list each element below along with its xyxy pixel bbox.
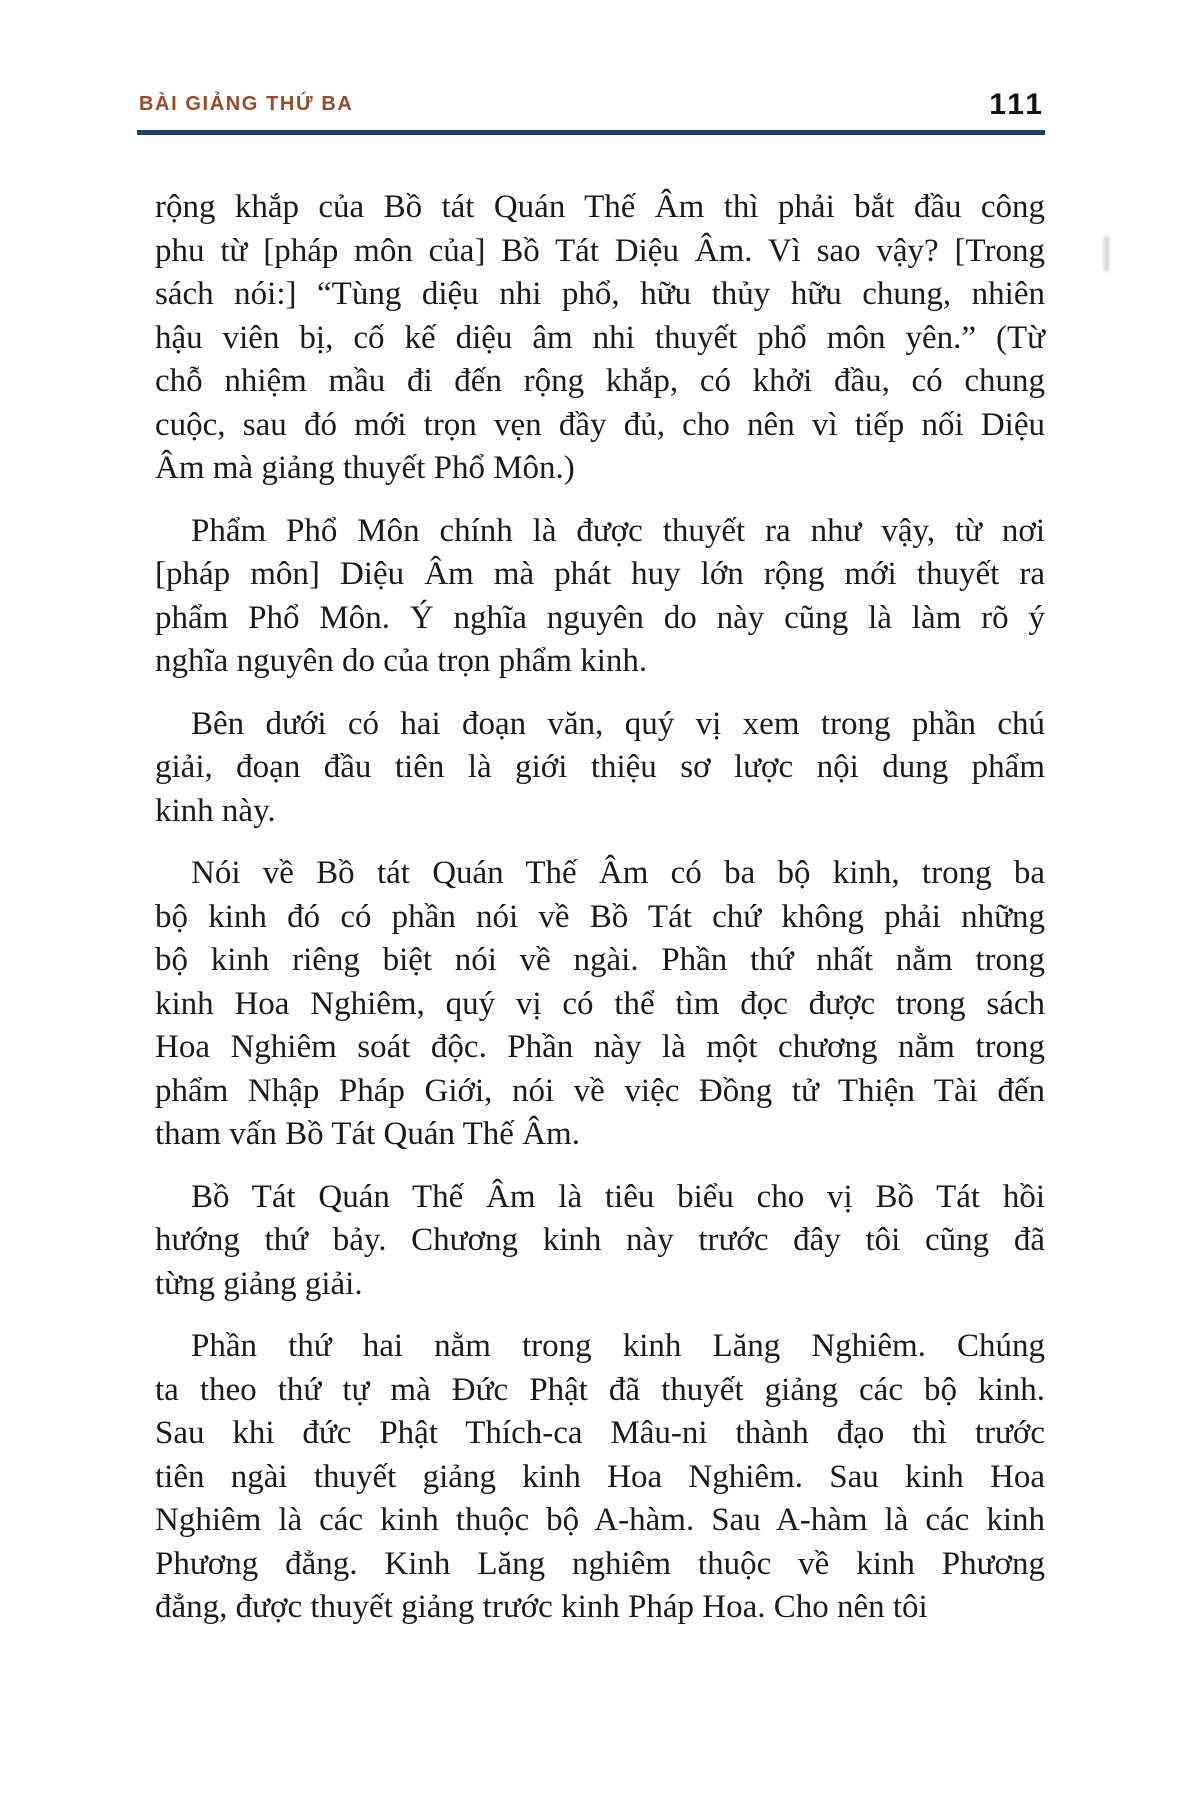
text-line: Bồ Tát Quán Thế Âm là tiêu biểu cho vị Bồ Tát hồi <box>191 1178 1045 1215</box>
text-line: bộ kinh riêng biệt nói về ngài. Phần thứ nhất nằm trong <box>155 942 1045 978</box>
text-line: Hoa Nghiêm soát độc. Phần này là một chương nằm trong <box>155 1029 1045 1065</box>
text-line: Phẩm Phổ Môn chính là được thuyết ra như vậy, từ nơi <box>191 512 1045 549</box>
text-line: [pháp môn] Diệu Âm mà phát huy lớn rộng mới thuyết ra <box>155 556 1045 592</box>
text-line: Bên dưới có hai đoạn văn, quý vị xem trong phần chú <box>191 705 1045 742</box>
text-line: phẩm Phổ Môn. Ý nghĩa nguyên do này cũng là làm rõ ý <box>155 599 1045 636</box>
text-line: Nói về Bồ tát Quán Thế Âm có ba bộ kinh, trong ba <box>191 855 1045 891</box>
text-line: rộng khắp của Bồ tát Quán Thế Âm thì phải bắt đầu công <box>155 189 1045 225</box>
paragraph <box>155 703 1045 834</box>
text-line: ta theo thứ tự mà Đức Phật đã thuyết giảng các bộ kinh. <box>155 1371 1045 1408</box>
scan-artifact <box>1104 236 1109 272</box>
paragraph <box>155 510 1045 684</box>
text-line: phẩm Nhập Pháp Giới, nói về việc Đồng tử Thiện Tài đến <box>155 1072 1045 1109</box>
text-line: tham vấn Bồ Tát Quán Thế Âm. <box>155 1116 580 1152</box>
text-line: bộ kinh đó có phần nói về Bồ Tát chứ không phải những <box>155 898 1045 935</box>
running-header-title: BÀI GIẢNG THỨ BA <box>139 93 354 115</box>
page-number: 111 <box>989 88 1045 121</box>
paragraph <box>155 1176 1045 1307</box>
text-line: kinh Hoa Nghiêm, quý vị có thể tìm đọc được trong sách <box>155 985 1045 1022</box>
paragraph <box>155 1325 1045 1630</box>
text-line: chỗ nhiệm mầu đi đến rộng khắp, có khởi đầu, có chung <box>155 363 1045 399</box>
page-body <box>155 186 1045 1649</box>
text-line: từng giảng giải. <box>155 1265 363 1302</box>
text-line: Âm mà giảng thuyết Phổ Môn.) <box>155 450 575 486</box>
paragraph <box>155 186 1045 491</box>
text-line: đẳng, được thuyết giảng trước kinh Pháp Hoa. Cho nên tôi <box>155 1589 928 1625</box>
text-line: Sau khi đức Phật Thích-ca Mâu-ni thành đạo thì trước <box>155 1415 1045 1451</box>
text-line: Phương đẳng. Kinh Lăng nghiêm thuộc về kinh Phương <box>155 1545 1045 1582</box>
text-line: cuộc, sau đó mới trọn vẹn đầy đủ, cho nên vì tiếp nối Diệu <box>155 406 1045 443</box>
header-rule-divider <box>137 130 1045 135</box>
text-line: Nghiêm là các kinh thuộc bộ A-hàm. Sau A-hàm là các kinh <box>155 1502 1045 1538</box>
paragraph <box>155 852 1045 1157</box>
text-line: giải, đoạn đầu tiên là giới thiệu sơ lược nội dung phẩm <box>155 749 1045 785</box>
text-line: tiên ngài thuyết giảng kinh Hoa Nghiêm. Sau kinh Hoa <box>155 1458 1045 1495</box>
text-line: hướng thứ bảy. Chương kinh này trước đây tôi cũng đã <box>155 1222 1045 1258</box>
text-line: Phần thứ hai nằm trong kinh Lăng Nghiêm. Chúng <box>191 1328 1045 1364</box>
text-line: hậu viên bị, cố kế diệu âm nhi thuyết phổ môn yên.” (Từ <box>155 319 1045 356</box>
text-line: phu từ [pháp môn của] Bồ Tát Diệu Âm. Vì sao vậy? [Trong <box>155 232 1045 269</box>
text-line: sách nói:] “Tùng diệu nhi phổ, hữu thủy hữu chung, nhiên <box>155 276 1045 312</box>
text-line: kinh này. <box>155 792 276 829</box>
text-line: nghĩa nguyên do của trọn phẩm kinh. <box>155 643 648 679</box>
